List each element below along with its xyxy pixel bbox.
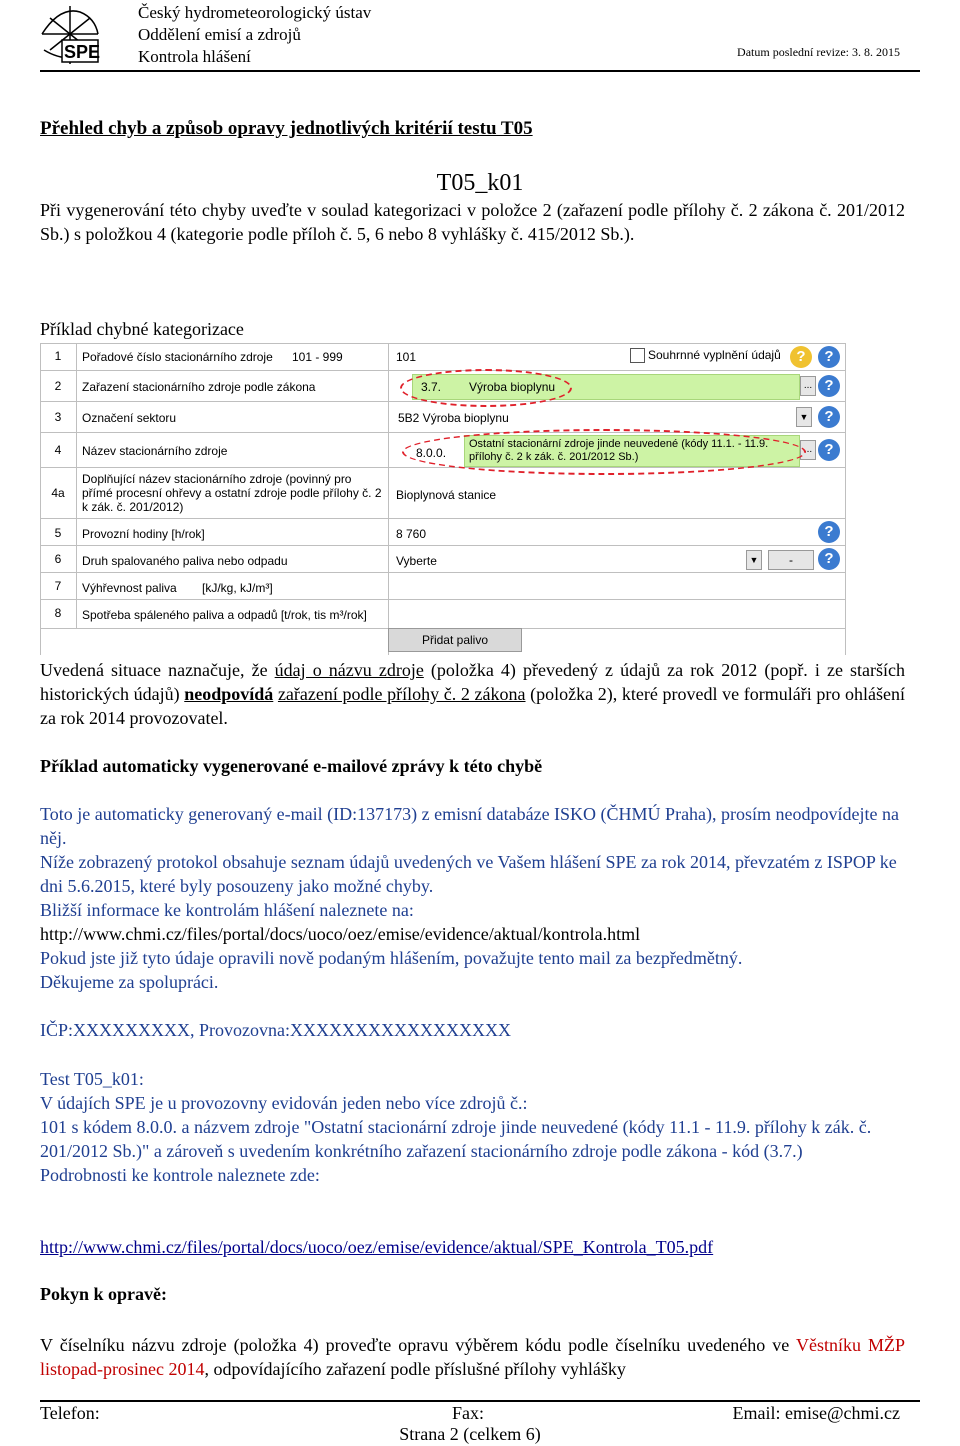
help-icon[interactable]: ?: [818, 521, 840, 543]
header-line2: Oddělení emisí a zdrojů: [138, 25, 301, 44]
footer-phone: Telefon:: [40, 1403, 100, 1423]
email-test-block: [40, 1067, 905, 1187]
row-label: Označení sektoru: [82, 411, 177, 425]
email-body: [40, 802, 905, 994]
summary-checkbox[interactable]: [630, 348, 645, 363]
page-title: Přehled chyb a způsob opravy jednotlivých kritérií testu T05: [40, 118, 533, 139]
situation-text-1: Uvedená situace naznačuje, že: [40, 660, 275, 680]
situation-paragraph: [40, 658, 905, 730]
email-p3: Bližší informace ke kontrolám hlášení naleznete na:: [40, 900, 414, 920]
row-label: Výhřevnost paliva: [82, 581, 177, 595]
row-label: Název stacionárního zdroje: [82, 444, 228, 458]
header-line1: Český hydrometeorologický ústav: [138, 3, 372, 22]
header-divider: [40, 70, 920, 72]
dropdown-arrow-icon[interactable]: ▼: [796, 407, 812, 427]
footer-fax: Fax:: [452, 1403, 485, 1423]
highlight-oval-category: [400, 369, 572, 407]
email-link-kontrola[interactable]: http://www.chmi.cz/files/portal/docs/uoco/oez/emise/evidence/aktual/kontrola.html: [40, 924, 641, 944]
row-number: 5: [54, 526, 62, 540]
fuel-dash-field[interactable]: -: [768, 550, 814, 570]
row-value: 8 760: [396, 527, 427, 541]
form-row-4a: [40, 467, 846, 518]
form-row-3: [40, 401, 846, 432]
fuel-select-value: Vyberte: [396, 554, 437, 568]
situation-text-7: (položka 2), které provedl ve formuláři pro ohlášení za rok 2014 provozovatel.: [40, 684, 905, 728]
footer-page-number: Strana 2 (celkem 6): [399, 1424, 541, 1444]
email-p2: Níže zobrazený protokol obsahuje seznam údajů uvedených ve Vašem hlášení SPE za rok 2014, převzatém z ISPOP ke dni 5.6.2015, které byly posouzeny jako možné chyby.: [40, 852, 897, 896]
situation-text-4: neodpovídá: [184, 684, 274, 704]
fix-heading: Pokyn k opravě:: [40, 1284, 168, 1304]
row-label: Druh spalovaného paliva nebo odpadu: [82, 554, 288, 568]
warning-help-icon[interactable]: ?: [790, 346, 812, 368]
help-icon[interactable]: ?: [818, 346, 840, 368]
email-test-title: Test T05_k01:: [40, 1069, 144, 1089]
category-value: Výroba bioplynu: [469, 380, 556, 394]
situation-text-3: (položka 4) převedený z údajů za rok 2012 (popř. i ze starších historických údajů): [40, 660, 905, 704]
row-number: 4a: [51, 486, 65, 500]
email-p1: Toto je automaticky generovaný e-mail (ID:137173) z emisní databáze ISKO (ČHMÚ Praha), prosím neodpovídejte na něj.: [40, 804, 899, 848]
footer-divider: [40, 1400, 920, 1402]
row-hint: 101 - 999: [292, 350, 343, 364]
form-row-8: [40, 599, 846, 629]
email-heading: Příklad automaticky vygenerované e-mailové zprávy k této chybě: [40, 756, 543, 776]
row-unit: [kJ/kg, kJ/m³]: [202, 581, 273, 595]
intro-paragraph: Při vygenerování této chyby uveďte v soulad kategorizaci v položce 2 (zařazení podle přílohy č. 2 zákona č. 201/2012 Sb.) s položkou 4 (kategorie podle příloh č. 5, 6 nebo 8 vyhlášky č. 415/2012 Sb.).: [40, 200, 905, 244]
email-test-line2: V údajích SPE je u provozovny evidován jeden nebo více zdrojů č.:: [40, 1093, 528, 1113]
row-number: 7: [54, 579, 62, 593]
row-label: Pořadové číslo stacionárního zdroje: [82, 350, 273, 364]
row-number: 1: [54, 349, 62, 363]
row-label: Provozní hodiny [h/rok]: [82, 527, 205, 541]
situation-text-2: údaj o názvu zdroje: [274, 660, 424, 680]
row-value: Bioplynová stanice: [396, 488, 497, 502]
sector-value: 5B2 Výroba bioplynu: [398, 411, 509, 425]
email-p5: Pokud jste již tyto údaje opravili nově podaným hlášením, považujte tento mail za bezpředmětný.: [40, 948, 743, 968]
form-row-1: [40, 343, 846, 370]
row-value: 101: [396, 350, 417, 364]
footer-email: Email: emise@chmi.cz: [732, 1403, 900, 1423]
source-code: 8.0.0.: [416, 446, 447, 460]
revision-date: Datum poslední revize: 3. 8. 2015: [737, 45, 900, 59]
more-button[interactable]: ...: [800, 440, 816, 460]
form-screenshot: [40, 343, 846, 655]
form-row-6: [40, 545, 846, 572]
situation-text-6: zařazení podle přílohy č. 2 zákona: [277, 684, 526, 704]
form-row-5: [40, 518, 846, 545]
email-icp: IČP:XXXXXXXXX, Provozovna:XXXXXXXXXXXXXXXXX: [40, 1020, 511, 1040]
chmi-logo: [40, 4, 102, 66]
summary-checkbox-label: Souhrnné vyplnění údajů: [648, 348, 781, 362]
row-number: 3: [54, 410, 62, 424]
fix-paragraph: [40, 1333, 905, 1381]
error-code: T05_k01: [436, 170, 524, 196]
highlight-oval-source: [402, 429, 806, 475]
row-label: Spotřeba spáleného paliva a odpadů [t/rok, tis m³/rok]: [82, 608, 367, 622]
help-icon[interactable]: ?: [818, 439, 840, 461]
example-heading: Příklad chybné kategorizace: [40, 319, 244, 339]
row-number: 6: [54, 552, 62, 566]
header-institution: [138, 2, 371, 68]
email-link-t05[interactable]: http://www.chmi.cz/files/portal/docs/uoco/oez/emise/evidence/aktual/SPE_Kontrola_T05.pdf: [40, 1237, 714, 1257]
email-test-line3: 101 s kódem 8.0.0. a názvem zdroje "Ostatní stacionární zdroje jinde neuvedené (kódy 11.1 - 11.9. přílohy k zák. č. 201/2012 Sb.)" a zároveň s uvedením konkrétního zařazení stacionárního zdroje podle zákona - kód (3.7.): [40, 1117, 872, 1161]
add-fuel-button[interactable]: Přidat palivo: [388, 628, 522, 652]
row-number: 8: [54, 606, 62, 620]
help-icon[interactable]: ?: [818, 375, 840, 397]
help-icon[interactable]: ?: [818, 548, 840, 570]
dropdown-arrow-icon[interactable]: ▼: [746, 550, 762, 570]
svg-text:SPE: SPE: [64, 42, 101, 62]
source-name-value: Ostatní stacionární zdroje jinde neuvedené (kódy 11.1. - 11.9. přílohy č. 2 k zák. č. 201/2012 Sb.): [469, 438, 769, 463]
category-code: 3.7.: [421, 380, 442, 394]
form-row-7: [40, 572, 846, 599]
email-test-line4: Podrobnosti ke kontrole naleznete zde:: [40, 1165, 320, 1185]
email-p6: Děkujeme za spolupráci.: [40, 972, 219, 992]
fix-text-1: V číselníku názvu zdroje (položka 4) proveďte opravu výběrem kódu podle číselníku uvedeného ve: [40, 1335, 796, 1355]
row-number: 4: [54, 443, 62, 457]
row-number: 2: [54, 379, 62, 393]
row-label: Doplňující název stacionárního zdroje (povinný pro přímé procesní ohřevy a ostatní zdroje podle přílohy č. 2 k zák. č. 201/2012): [82, 472, 382, 514]
fix-text-2: Věstníku MŽP listopad-prosinec 2014: [40, 1335, 905, 1379]
fix-text-3: , odpovídajícího zařazení podle příslušné přílohy vyhlášky: [204, 1359, 626, 1379]
row-label: Zařazení stacionárního zdroje podle zákona: [82, 380, 316, 394]
header-line3: Kontrola hlášení: [138, 47, 251, 66]
more-button[interactable]: ...: [800, 376, 816, 396]
help-icon[interactable]: ?: [818, 406, 840, 428]
logo-graphic: [40, 4, 102, 66]
